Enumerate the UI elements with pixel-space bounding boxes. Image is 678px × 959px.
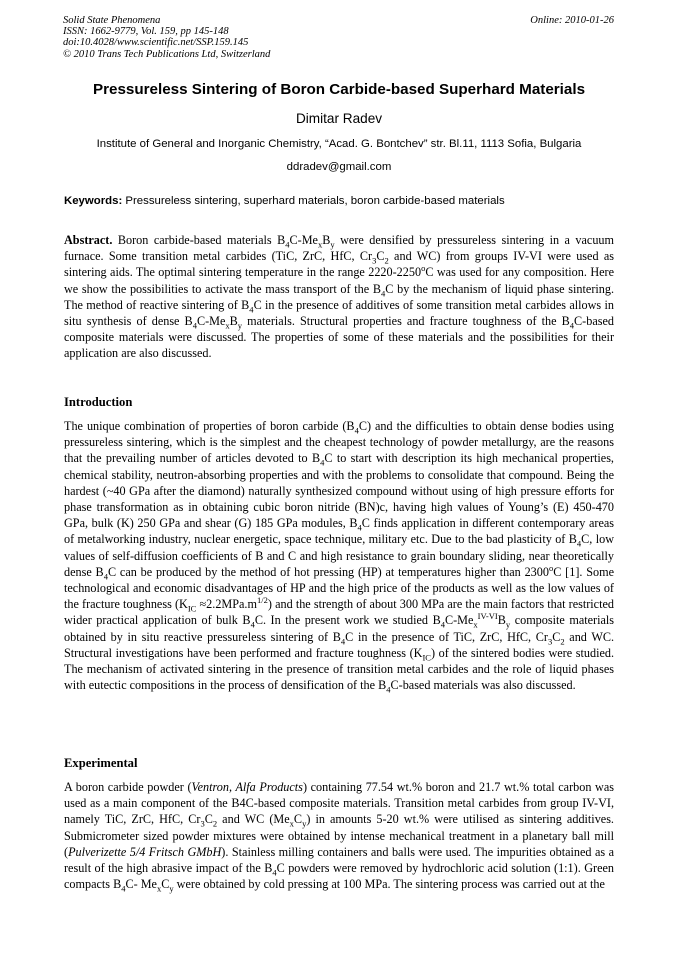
keywords-label: Keywords: [64, 195, 123, 207]
keywords-text: Pressureless sintering, superhard materials, boron carbide-based materials [125, 195, 505, 207]
journal-header [63, 15, 443, 60]
keywords-line [64, 195, 624, 207]
author-email[interactable]: ddradev@gmail.com [286, 161, 392, 173]
experimental-heading: Experimental [64, 756, 138, 770]
experimental-paragraph: A boron carbide powder (Ventron, Alfa Products) containing 77.54 wt.% boron and 21.7 wt.% total carbon was used as a main component of the B4C-based composite materials. Transition metal carbides from group IV-VI, namely TiC, ZrC, HfC, $Cr_3C_2$ and WC $(Me_xC_y)$ in amounts 5-20 wt.% were utilised as sintering additives. Submicrometer sized powder mixtures were obtained by intense mechanical treatment in a planetary ball mill (Pulverizette 5/4 Fritsch GMbH). Stainless milling containers and balls were used. The impurities obtained as a result of the high abrasive impact of the $B_4C$ powders were removed by hydrochloric acid solution (1:1). Green compacts $B_4C-$ $Me_xC_y$ were obtained by cold pressing at 100 MPa. The sintering process was carried out at the [64, 780, 614, 894]
online-date: Online: 2010-01-26 [530, 15, 614, 26]
abstract-paragraph [64, 232, 614, 362]
author-name: Dimitar Radev [295, 111, 383, 126]
introduction-paragraph: The unique combination of properties of boron carbide $(B_4C)$ and the difficulties to obtain dense bodies using pressureless sintering, which is the simplest and the cheapest technology of powder metallurgy, are the reasons that the prevailing number of articles devoted to $B_4C$ to start with description its high mechanical properties, chemical stability, neutron-absorbing properties and with the problems to consolidate that compound. Being the hardest (~40 GPa after the diamond) naturally synthesized compound without using of high pressure efforts for phase transformation as in obtaining cubic boron nitride (BN)c, having high values of Young’s (E) 450-470 GPa, bulk (K) 250 GPa and shear (G) 185 GPa modules, $B_4C$ finds application in different contemporary areas of metalworking industry, nuclear energetic, space technique, military etc. Due to the bad plasticity of $B_4C$, low values of self-diffusion coefficients of B and C and high resistance to grain boundary sliding, near theoretically dense $B_4C$ can be produced by the method of hot pressing (HP) at temperatures higher than 2300$^o$C [1]. Some technological and economic disadvantages of HP and the high price of the products as well as the low values of the fracture toughness $(K_{IC} \approx 2.2MPa.m^{1/2})$ and the strength of about 300 MPa are the main factors that restricted wider practical application of bulk $B_4C$. In the present work we studied $B_4C-Me_x^{IV-VI}B_y$ composite materials obtained by in situ reactive pressureless sintering of $B_4C$ in the presence of TiC, ZrC, HfC, $Cr_3C_2$ and WC. Structural investigations have been performed and fracture toughness $(K_{IC})$ of the sintered bodies were studied. The mechanism of activated sintering in the presence of transition metal carbides and the role of liquid phases with eutectic compositions in the process of densification of the $B_4C$-based materials was also discussed. [64, 419, 615, 695]
doi-line[interactable]: doi:10.4028/www.scientific.net/SSP.159.145 [63, 37, 249, 49]
copyright-line: © 2010 Trans Tech Publications Ltd, Switzerland [63, 48, 271, 60]
introduction-heading: Introduction [64, 395, 133, 409]
abstract-label: Abstract. [64, 233, 113, 247]
abstract-text: Boron carbide-based materials $B_4C-Me_xB_y$ were densified by pressureless sintering in a vacuum furnace. Some transition metal carbides (TiC, ZrC, HfC, $Cr_3C_2$ and WC) from groups IV-VI were used as sintering aids. The optimal sintering temperature in the range 2220-2250$^o$C was used for any composition. Here we show the possibilities to activate the mass transport of the $B_4C$ by the mechanism of liquid phase sintering. The method of reactive sintering of $B_4C$ in the presence of additives of some transition metal carbides allows in situ synthesis of dense $B_4C-Me_xB_y$ materials. Structural properties and fracture toughness of the $B_4C$-based composite materials were discussed. The properties of some of these materials and the possibilities for their application are also discussed. [64, 233, 615, 361]
issn-line: ISSN: 1662-9779, Vol. 159, pp 145-148 [63, 26, 229, 38]
paper-title: Pressureless Sintering of Boron Carbide-based Superhard Materials [92, 81, 586, 98]
journal-name: Solid State Phenomena [63, 15, 161, 26]
author-affiliation: Institute of General and Inorganic Chemistry, “Acad. G. Bontchev” str. Bl.11, 1113 Sofia, Bulgaria [96, 138, 582, 150]
